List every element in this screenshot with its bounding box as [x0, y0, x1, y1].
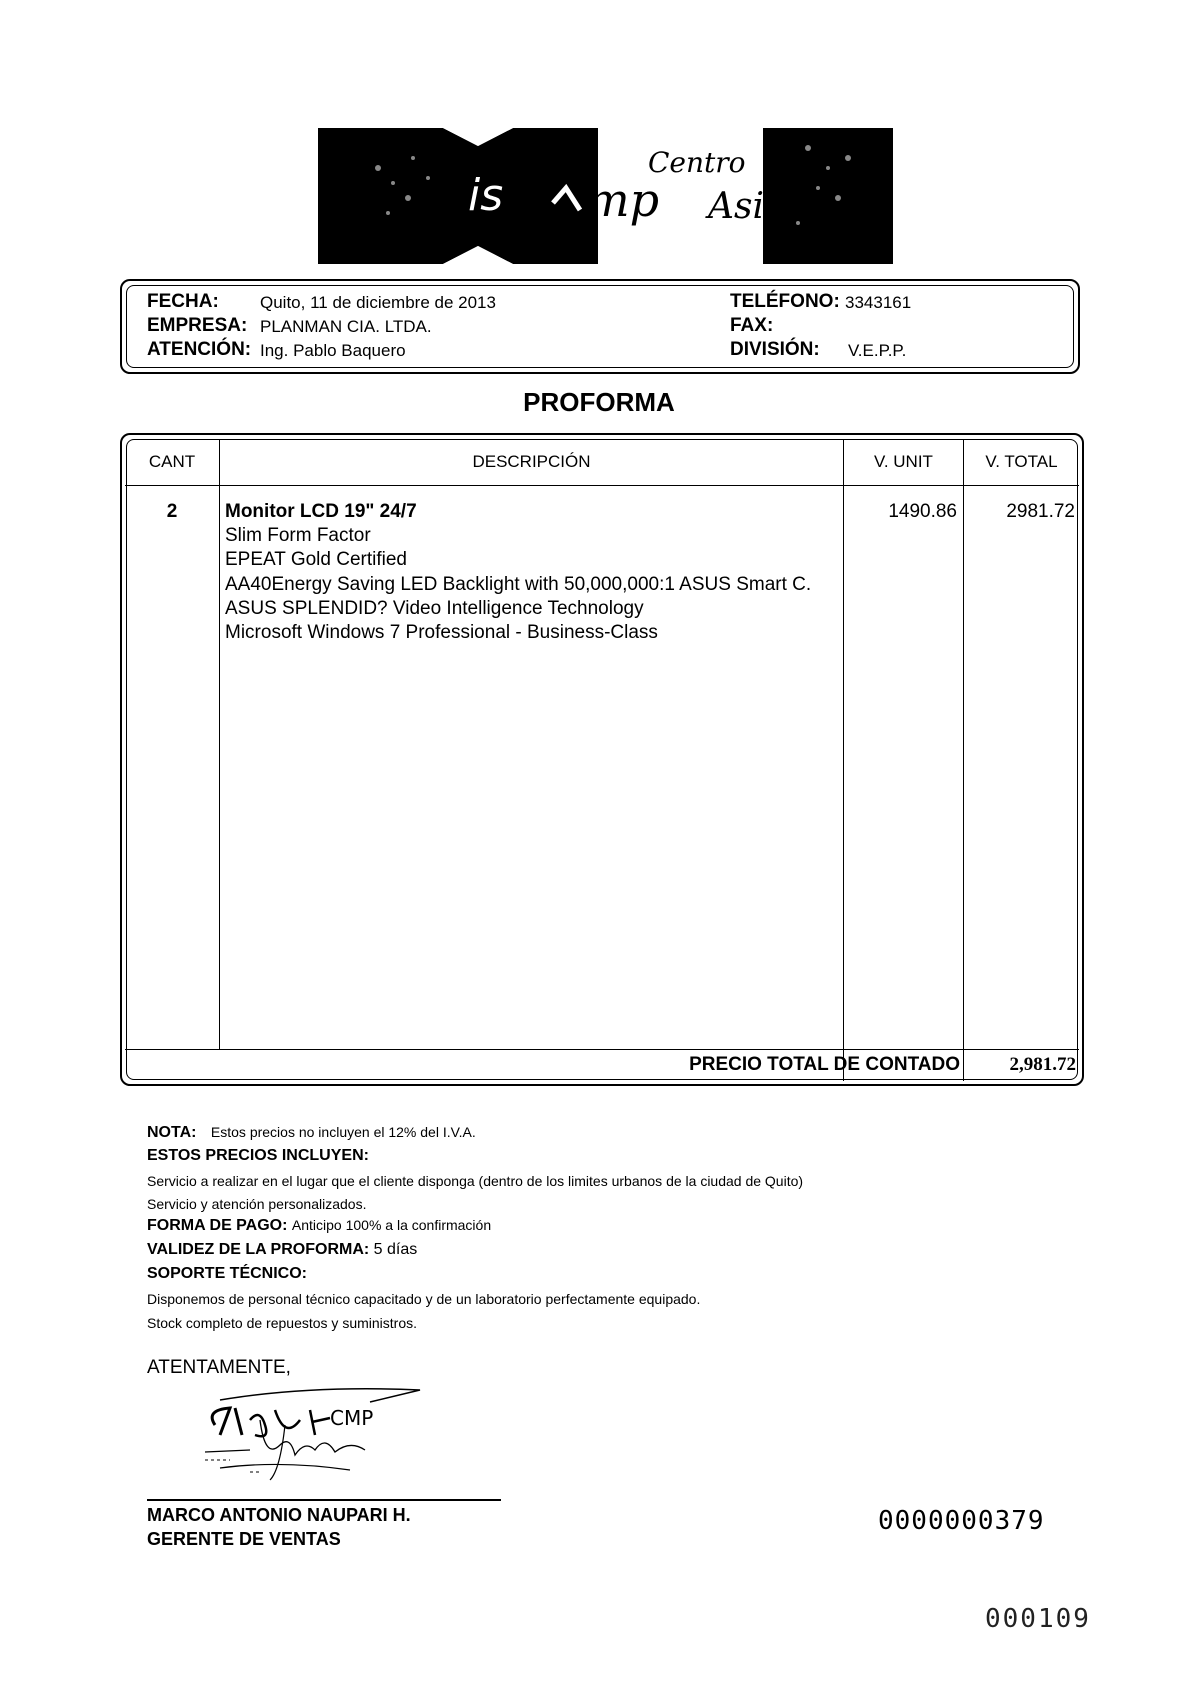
- row-description: [225, 500, 811, 645]
- logo-text-is: is: [468, 170, 504, 221]
- page-title: PROFORMA: [523, 387, 675, 417]
- row-total-price: 2981.72: [1006, 501, 1075, 522]
- logo-text-centro: Centro: [648, 146, 746, 179]
- page-stamp: 000109: [985, 1604, 1091, 1634]
- fecha-value: Quito, 11 de diciembre de 2013: [260, 293, 496, 312]
- fecha-label: FECHA:: [147, 291, 219, 312]
- validez-label: VALIDEZ DE LA PROFORMA:: [147, 1241, 370, 1258]
- stamp-text: CMP: [330, 1406, 374, 1430]
- atencion-value: Ing. Pablo Baquero: [260, 341, 406, 360]
- pago-text: Anticipo 100% a la confirmación: [291, 1217, 492, 1233]
- division-value: V.E.P.P.: [848, 341, 907, 360]
- incluyen-item-1: Servicio a realizar en el lugar que el cliente disponga (dentro de los limites urbanos de la ciudad de Quito): [147, 1173, 804, 1189]
- validez-text: 5 días: [373, 1241, 418, 1258]
- signature-line: [147, 1499, 501, 1501]
- validez: [147, 1241, 417, 1259]
- col-header-vtotal: V. TOTAL: [985, 452, 1058, 471]
- soporte-item-1: Disponemos de personal técnico capacitado y de un laboratorio perfectamente equipado.: [147, 1291, 701, 1307]
- total-label: PRECIO TOTAL DE CONTADO: [689, 1054, 960, 1075]
- telefono-value: 3343161: [845, 293, 912, 312]
- col-header-descripcion: DESCRIPCIÓN: [472, 452, 591, 471]
- forma-pago: [147, 1217, 491, 1235]
- row-unit-price: 1490.86: [888, 501, 957, 522]
- nota-text: Estos precios no incluyen el 12% del I.V.A.: [210, 1124, 476, 1140]
- division-label: DIVISIÓN:: [730, 339, 820, 360]
- desc-title: Monitor LCD 19" 24/7: [225, 501, 417, 522]
- desc-line: AA40Energy Saving LED Backlight with 50,000,000:1 ASUS Smart C.: [225, 573, 812, 595]
- company-logo: [318, 128, 893, 264]
- signer-role: GERENTE DE VENTAS: [147, 1529, 341, 1549]
- closing: ATENTAMENTE,: [147, 1357, 291, 1378]
- nota: [147, 1124, 476, 1142]
- incluyen-label: ESTOS PRECIOS INCLUYEN:: [147, 1147, 369, 1164]
- desc-line: EPEAT Gold Certified: [225, 549, 407, 571]
- desc-line: ASUS SPLENDID? Video Intelligence Technology: [225, 597, 644, 619]
- pago-label: FORMA DE PAGO:: [147, 1217, 288, 1234]
- desc-line: Microsoft Windows 7 Professional - Business-Class: [225, 622, 658, 644]
- atencion-label: ATENCIÓN:: [147, 339, 252, 360]
- logo-text-asia: Asia: [708, 186, 786, 227]
- row-cant: 2: [166, 501, 178, 522]
- document-number: 0000000379: [878, 1506, 1045, 1536]
- incluyen-item-2: Servicio y atención personalizados.: [147, 1196, 367, 1212]
- total-value: 2,981.72: [1009, 1054, 1076, 1075]
- soporte-item-2: Stock completo de repuestos y suministros.: [147, 1315, 418, 1331]
- telefono-label: TELÉFONO:: [730, 291, 840, 312]
- logo-text-mp: mp: [586, 173, 660, 227]
- empresa-label: EMPRESA:: [147, 315, 248, 336]
- nota-label: NOTA:: [147, 1124, 197, 1141]
- col-header-vunit: V. UNIT: [874, 452, 933, 471]
- fax-label: FAX:: [730, 315, 774, 336]
- signer-name: MARCO ANTONIO NAUPARI H.: [147, 1505, 411, 1525]
- empresa-value: PLANMAN CIA. LTDA.: [260, 317, 432, 336]
- desc-line: Slim Form Factor: [225, 525, 371, 547]
- col-header-cant: CANT: [148, 452, 196, 471]
- signature-stamp: [190, 1380, 440, 1490]
- soporte-label: SOPORTE TÉCNICO:: [147, 1265, 308, 1282]
